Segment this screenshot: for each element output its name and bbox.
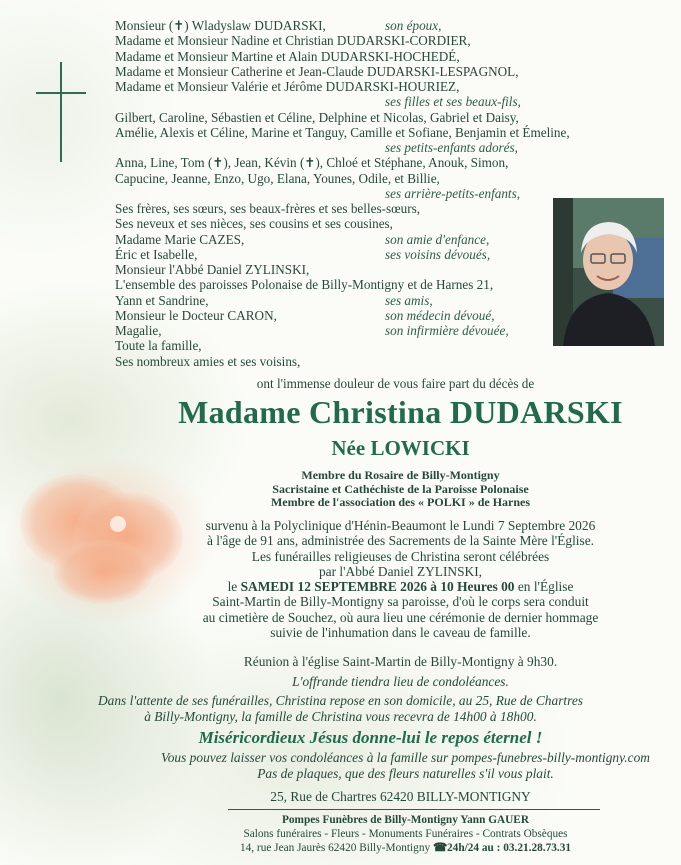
role-line: Sacristaine et Cathéchiste de la Paroisse Polonaise [272, 481, 529, 496]
family-row [115, 216, 555, 231]
family-row [115, 293, 555, 308]
funeral-date-line: le SAMEDI 12 SEPTEMBRE 2026 à 10 Heures 00 en l'Église [227, 579, 574, 595]
funeral-line: par l'Abbé Daniel ZYLINSKI, [318, 563, 483, 579]
relation-label: ses arrière-petits-enfants, [385, 185, 521, 201]
family-row [115, 140, 555, 155]
family-member: Monsieur l'Abbé Daniel ZYLINSKI, [115, 262, 310, 277]
offrande-line: L'offrande tiendra lieu de condoléances. [292, 674, 509, 689]
family-row [115, 124, 570, 140]
family-row [115, 64, 555, 79]
family-row [115, 49, 555, 64]
family-row [115, 79, 555, 94]
family-member: Monsieur le Docteur CARON, [115, 307, 277, 323]
funeral-line: Les funérailles religieuses de Christina seront célébrées [251, 548, 550, 564]
family-member: Amélie, Alexis et Céline, Marine et Tanguy, Camille et Sofiane, Benjamin et Émeline, [115, 124, 570, 140]
telephone-icon: ☎ [432, 842, 448, 854]
role-line: Membre de l'association des « POLKI » de Harnes [270, 495, 531, 509]
funeral-line: suivie de l'inhumation dans le caveau de famille. [270, 625, 531, 641]
family-member: Madame et Monsieur Catherine et Jean-Claude DUDARSKI-LESPAGNOL, [115, 63, 519, 79]
portrait-photo [553, 198, 664, 346]
relation-label: ses filles et ses beaux-fils, [385, 94, 521, 110]
family-member: Madame et Monsieur Martine et Alain DUDARSKI-HOCHEDÉ, [115, 48, 460, 64]
cross-icon [36, 62, 86, 162]
family-row [115, 94, 555, 109]
relation-label: ses petits-enfants adorés, [385, 140, 518, 155]
family-member: Ses nombreux amies et ses voisins, [115, 353, 301, 369]
death-and-funeral-text [0, 518, 681, 640]
family-row [115, 277, 555, 292]
relation-label: son infirmière dévouée, [385, 323, 509, 338]
family-member: Madame Marie CAZES, [115, 231, 245, 247]
relation-label: son médecin dévoué, [385, 307, 495, 323]
funeral-home-phone: 24h/24 au : 03.21.28.73.31 [447, 842, 571, 854]
repose-text: Dans l'attente de ses funérailles, Christina repose en son domicile, au 25, Rue de Chartres à Billy-Montigny, la famille de Christina vous recevra de 14h00 à 18h00. [98, 693, 583, 724]
maiden-name [0, 436, 681, 461]
deceased-last-name: DUDARSKI [449, 394, 623, 430]
death-line: survenu à la Polyclinique d'Hénin-Beaumont le Lundi 7 Septembre 2026 [205, 518, 596, 533]
family-address: 25, Rue de Chartres 62420 BILLY-MONTIGNY [270, 789, 531, 804]
role-line: Membre du Rosaire de Billy-Montigny [301, 468, 500, 482]
family-member: Ses neveux et ses nièces, ses cousins et ses cousines, [115, 216, 393, 232]
family-list [115, 18, 570, 369]
funeral-home-block [0, 813, 681, 855]
family-member: Capucine, Jeanne, Enzo, Ugo, Elana, Younes, Odile, et Billie, [115, 170, 440, 186]
funeral-line: Saint-Martin de Billy-Montigny sa paroisse, d'où le corps sera conduit [212, 594, 589, 610]
relation-label: son amie d'enfance, [385, 231, 490, 247]
family-member: Monsieur (✝) Wladyslaw DUDARSKI, [115, 18, 326, 33]
deceased-first-name: Madame Christina [178, 394, 442, 430]
nee-name: LOWICKI [370, 436, 470, 460]
funeral-home-contact: 14, rue Jean Jaurès 62420 Billy-Montigny ☎24h/24 au : 03.21.28.73.31 [239, 842, 571, 854]
family-member: Ses frères, ses sœurs, ses beaux-frères et ses belles-sœurs, [115, 201, 421, 216]
family-row [115, 354, 555, 369]
family-member: Madame et Monsieur Valérie et Jérôme DUDARSKI-HOURIEZ, [115, 79, 460, 94]
family-member: Éric et Isabelle, [115, 246, 198, 262]
funeral-line: au cimetière de Souchez, où aura lieu une cérémonie de dernier hommage [202, 609, 599, 625]
family-row [115, 262, 555, 277]
reunion-line: Réunion à l'église Saint-Martin de Billy-Montigny à 9h30. [243, 654, 558, 669]
family-member: Madame et Monsieur Nadine et Christian DUDARSKI-CORDIER, [115, 33, 471, 49]
family-row [115, 232, 555, 247]
family-row [115, 186, 555, 201]
family-member: Anna, Line, Tom (✝), Jean, Kévin (✝), Chloé et Stéphane, Anouk, Simon, [115, 155, 509, 171]
announcement-line: ont l'immense douleur de vous faire part du décès de [256, 376, 535, 391]
family-row [115, 201, 555, 216]
family-row [115, 155, 555, 170]
funeral-date: SAMEDI 12 SEPTEMBRE 2026 à 10 Heures 00 [240, 579, 515, 595]
family-row [115, 323, 555, 338]
family-row [115, 247, 555, 262]
family-member: Magalie, [115, 323, 162, 338]
funeral-home-title: Pompes Funèbres de Billy-Montigny Yann GAUER [282, 814, 529, 826]
prayer-line: Miséricordieux Jésus donne-lui le repos éternel ! [198, 728, 543, 747]
relation-label: ses voisins dévoués, [385, 246, 491, 262]
family-row [115, 171, 555, 186]
family-member: Toute la famille, [115, 338, 202, 354]
divider [228, 809, 600, 810]
death-line: à l'âge de 91 ans, administrée des Sacrements de la Sainte Mère l'Église. [206, 533, 595, 549]
relation-label: ses amis, [385, 292, 433, 308]
roles-list [0, 469, 681, 510]
condolences-text: Vous pouvez laisser vos condoléances à la famille sur pompes-funebres-billy-montigny.com Pas de plaques, que des fleurs naturelles s'il vous plait. [161, 750, 650, 781]
funeral-home-services: Salons funéraires - Fleurs - Monuments Funéraires - Contrats Obsèques [243, 828, 568, 840]
family-row [115, 18, 555, 33]
family-row [115, 33, 555, 48]
nee-label: Née [331, 436, 366, 460]
relation-label: son époux, [385, 18, 442, 33]
family-row [115, 110, 555, 125]
family-member: Yann et Sandrine, [115, 292, 209, 308]
family-member: L'ensemble des paroisses Polonaise de Billy-Montigny et de Harnes 21, [115, 277, 494, 293]
family-member: Gilbert, Caroline, Sébastien et Céline, Delphine et Nicolas, Gabriel et Daisy, [115, 109, 519, 125]
deceased-name [0, 394, 681, 431]
family-row [115, 308, 555, 323]
family-row [115, 338, 555, 353]
